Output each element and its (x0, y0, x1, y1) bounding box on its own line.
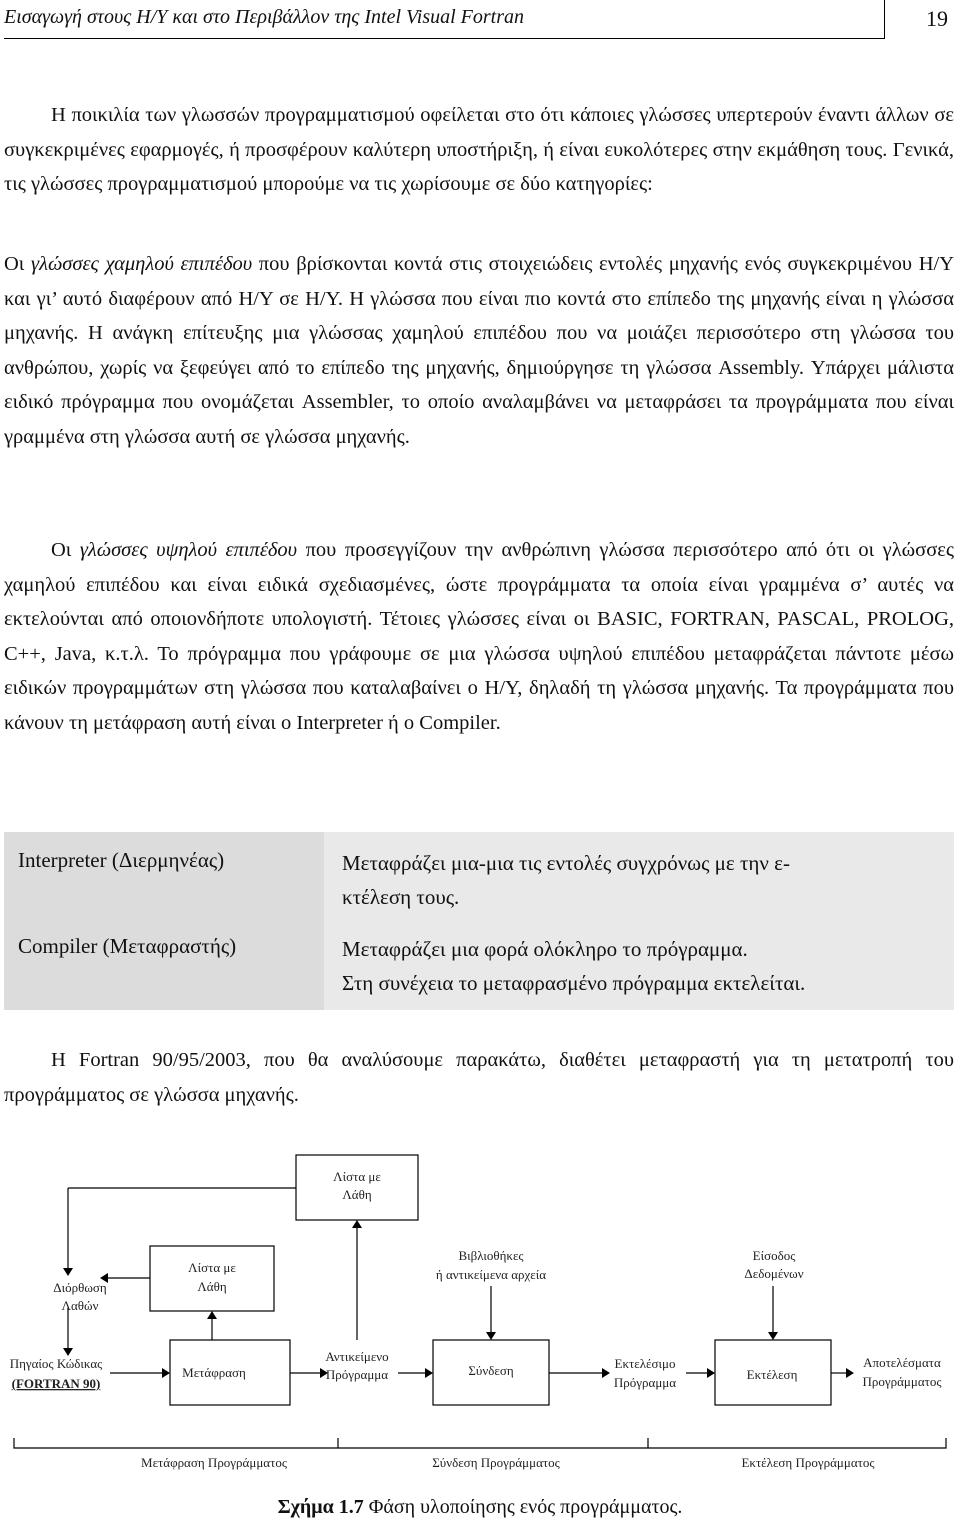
interpreter-description (342, 846, 942, 914)
figure-caption-label: Σχήμα 1.7 (277, 1496, 364, 1518)
phase-translation-label: Μετάφραση Προγράμματος (141, 1455, 287, 1470)
executable-label-1: Εκτελέσιμο (614, 1356, 676, 1371)
low-level-prefix: Οι (4, 253, 31, 275)
arrow-libraries (486, 1332, 496, 1340)
input-data-label-1: Είσοδος (752, 1248, 796, 1263)
errors-top-label-2: Λάθη (342, 1187, 372, 1202)
errors-mid-label-2: Λάθη (197, 1279, 227, 1294)
results-label-1: Αποτελέσματα (863, 1355, 941, 1370)
translator-table (4, 832, 954, 1010)
compiler-name: Compiler (Μεταφραστής) (18, 934, 237, 958)
phase-linking-label: Σύνδεση Προγράμματος (432, 1455, 560, 1470)
arrow-to-executable (602, 1368, 610, 1378)
arrow-to-correction (63, 1268, 73, 1276)
source-code-label-2: (FORTRAN 90) (11, 1376, 101, 1391)
source-code-label-1: Πηγαίος Κώδικας (9, 1356, 103, 1371)
compiler-description-line1: Μεταφράζει μια φορά ολόκληρο το πρόγραμμα. (342, 937, 748, 961)
arrow-to-source (63, 1348, 73, 1356)
object-program-label-2: Πρόγραμμα (325, 1367, 389, 1382)
executable-label-2: Πρόγραμμα (613, 1375, 677, 1390)
arrow-translation-errors (207, 1311, 217, 1319)
paragraph-intro (4, 98, 954, 202)
low-level-term: γλώσσες χαμηλού επιπέδου (31, 253, 253, 275)
arrow-errors-top (352, 1220, 362, 1228)
libraries-label-1: Βιβλιοθήκες (458, 1248, 524, 1263)
correction-label-2: Λαθών (61, 1298, 99, 1313)
correction-label-1: Διόρθωση (53, 1280, 107, 1295)
paragraph-low-level (4, 247, 954, 454)
errors-mid-label-1: Λίστα με (188, 1260, 236, 1275)
results-label-2: Προγράμματος (862, 1374, 942, 1389)
arrow-to-translation (162, 1368, 170, 1378)
interpreter-description-line1: Μεταφράζει μια-μια τις εντολές συγχρόνως με την ε- (342, 851, 790, 875)
interpreter-name: Interpreter (Διερμηνέας) (18, 848, 225, 872)
interpreter-description-line2: κτέλεση τους. (342, 885, 460, 909)
header-title: Εισαγωγή στους Η/Υ και στο Περιβάλλον της Intel Visual Fortran (4, 6, 525, 28)
page-header (4, 0, 885, 39)
arrow-to-results (846, 1368, 854, 1378)
compiler-description (342, 932, 942, 1000)
arrow-to-linking (425, 1368, 433, 1378)
program-implementation-diagram (0, 1148, 960, 1488)
arrow-to-execution (707, 1368, 715, 1378)
input-data-label-2: Δεδομένων (744, 1266, 804, 1281)
high-level-prefix: Οι (51, 539, 80, 561)
high-level-text: που προσεγγίζουν την ανθρώπινη γλώσσα περισσότερο από ότι οι γλώσσες χαμηλού επιπέδου και είναι ειδικά σχεδιασμένες, ώστε προγράμματα τα οποία είναι γραμμένα σ’ αυτές να εκτελούνται από οποιονδήποτε υπολογιστή. Τέτοιες γλώσσες είναι οι BASIC, FORTRAN, PASCAL, PROLOG, C++, Java, κ.τ.λ. Το πρόγραμμα που γράφουμε σε μια γλώσσα υψηλού επιπέδου μεταφράζεται πάντοτε μέσω ειδικών προγραμμάτων στη γλώσσα που καταλαβαίνει ο Η/Υ, δηλαδή τη γλώσσα μηχανής. Τα προγράμματα που κάνουν τη μετάφραση αυτή είναι ο Interpreter ή ο Compiler. (4, 539, 954, 734)
execution-label: Εκτέλεση (746, 1367, 798, 1382)
high-level-term: γλώσσες υψηλού επιπέδου (79, 539, 298, 561)
paragraph-fortran (4, 1043, 954, 1112)
phase-bracket (14, 1438, 946, 1448)
paragraph-fortran-text: Η Fortran 90/95/2003, που θα αναλύσουμε παρακάτω, διαθέτει μεταφραστή για τη μετατροπή του προγράμματος σε γλώσσα μηχανής. (4, 1049, 954, 1106)
page-number: 19 (926, 6, 948, 31)
paragraph-high-level (4, 533, 954, 740)
figure-caption-text: Φάση υλοποίησης ενός προγράμματος. (363, 1496, 683, 1518)
low-level-text: που βρίσκονται κοντά στις στοιχειώδεις εντολές μηχανής ενός συγκεκριμένου Η/Υ και γι’ αυτό διαφέρουν από Η/Υ σε Η/Υ. Η γλώσσα που είναι πιο κοντά στο επίπεδο της μηχανής είναι η γλώσσα μηχανής. Η ανάγκη επίτευξης μια γλώσσας χαμηλού επιπέδου που να μοιάζει περισσότερο στη γλώσσα του ανθρώπου, χωρίς να ξεφεύγει από το επίπεδο της μηχανής, δημιούργησε τη γλώσσα Assembly. Υπάρχει μάλιστα ειδικό πρόγραμμα που ονομάζεται Assembler, το οποίο αναλαμβάνει να μεταφράσει τα προγράμματα που είναι γραμμένα στη γλώσσα αυτή σε γλώσσα μηχανής. (4, 253, 954, 448)
paragraph-intro-text: Η ποικιλία των γλωσσών προγραμματισμού οφείλεται στο ότι κάποιες γλώσσες υπερτερούν έναντι άλλων σε συγκεκριμένες εφαρμογές, ή προσφέρουν καλύτερη υποστήριξη, ή είναι ευκολότερες στην εκμάθηση τους. Γενικά, τις γλώσσες προγραμματισμού μπορούμε να τις χωρίσουμε σε δύο κατηγορίες: (4, 104, 954, 195)
arrow-input (768, 1332, 778, 1340)
libraries-label-2: ή αντικείμενα αρχεία (435, 1267, 547, 1282)
object-program-label-1: Αντικείμενο (325, 1349, 389, 1364)
errors-top-label-1: Λίστα με (333, 1169, 381, 1184)
translation-label: Μετάφραση (182, 1365, 246, 1380)
figure-caption (0, 1496, 960, 1519)
linking-label: Σύνδεση (468, 1363, 514, 1378)
compiler-description-line2: Στη συνέχεια το μεταφρασμένο πρόγραμμα εκτελείται. (342, 971, 806, 995)
phase-execution-label: Εκτέλεση Προγράμματος (741, 1455, 875, 1470)
